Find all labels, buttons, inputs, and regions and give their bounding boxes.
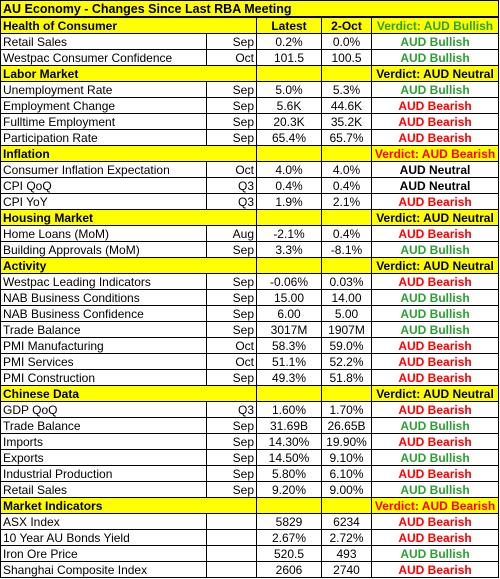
previous-value: 35.2K [322,114,372,130]
latest-value: 9.20% [257,482,322,498]
indicator-name: PMI Manufacturing [1,338,207,354]
table-row [1,434,499,450]
table-row [1,402,499,418]
period-cell: Sep [207,130,257,146]
previous-value: 59.0% [322,338,372,354]
indicator-name: Shanghai Composite Index [1,562,207,578]
section-verdict: Verdict: AUD Neutral [372,386,499,402]
row-verdict: AUD Bearish [372,514,499,530]
indicator-name: Fulltime Employment [1,114,207,130]
col-header-latest [257,498,322,514]
table-row [1,306,499,322]
col-header-prev [322,210,372,226]
row-verdict: AUD Bullish [372,306,499,322]
indicator-name: Participation Rate [1,130,207,146]
table-row [1,274,499,290]
period-cell [207,514,257,530]
row-verdict: AUD Bullish [372,50,499,66]
row-verdict: AUD Bearish [372,114,499,130]
previous-value: 1907M [322,322,372,338]
indicator-name: Unemployment Rate [1,82,207,98]
previous-value: 1.70% [322,402,372,418]
row-verdict: AUD Bullish [372,546,499,562]
section-header-row [1,17,499,34]
indicator-name: GDP QoQ [1,402,207,418]
indicator-name: Imports [1,434,207,450]
previous-value: 65.7% [322,130,372,146]
table-row [1,338,499,354]
table-row [1,450,499,466]
latest-value: 5.0% [257,82,322,98]
col-header-prev: 2-Oct [322,17,372,34]
section-name: Labor Market [1,66,257,82]
latest-value: 14.30% [257,434,322,450]
period-cell: Sep [207,418,257,434]
previous-value: 19.90% [322,434,372,450]
table-row [1,530,499,546]
indicator-name: Iron Ore Price [1,546,207,562]
previous-value: 2.1% [322,194,372,210]
previous-value: 0.03% [322,274,372,290]
period-cell: Sep [207,482,257,498]
col-header-prev [322,66,372,82]
table-row [1,290,499,306]
table-row [1,514,499,530]
indicator-name: CPI YoY [1,194,207,210]
indicator-name: Westpac Leading Indicators [1,274,207,290]
row-verdict: AUD Bearish [372,226,499,242]
indicator-name: Retail Sales [1,34,207,50]
indicator-name: Building Approvals (MoM) [1,242,207,258]
period-cell [207,562,257,578]
indicator-name: NAB Business Conditions [1,290,207,306]
previous-value: 9.10% [322,450,372,466]
period-cell: Sep [207,274,257,290]
row-verdict: AUD Bullish [372,290,499,306]
table-row [1,354,499,370]
latest-value: 0.2% [257,34,322,50]
latest-value: 58.3% [257,338,322,354]
previous-value: 0.0% [322,34,372,50]
latest-value: 0.4% [257,178,322,194]
latest-value: -0.06% [257,274,322,290]
period-cell: Q3 [207,178,257,194]
period-cell: Sep [207,82,257,98]
latest-value: 65.4% [257,130,322,146]
section-name: Activity [1,258,257,274]
section-header-row [1,386,499,402]
row-verdict: AUD Bearish [372,562,499,578]
latest-value: 5.6K [257,98,322,114]
indicator-name: CPI QoQ [1,178,207,194]
section-verdict: Verdict: AUD Bearish [372,498,499,514]
period-cell: Aug [207,226,257,242]
latest-value: 101.5 [257,50,322,66]
section-verdict: Verdict: AUD Neutral [372,66,499,82]
previous-value: 5.00 [322,306,372,322]
row-verdict: AUD Bearish [372,370,499,386]
section-name: Market Indicators [1,498,257,514]
latest-value: 5.80% [257,466,322,482]
row-verdict: AUD Bullish [372,322,499,338]
period-cell: Q3 [207,402,257,418]
table-row [1,98,499,114]
indicator-name: ASX Index [1,514,207,530]
latest-value: 15.00 [257,290,322,306]
indicator-name: 10 Year AU Bonds Yield [1,530,207,546]
period-cell [207,530,257,546]
row-verdict: AUD Neutral [372,162,499,178]
period-cell: Oct [207,354,257,370]
table-body [1,1,499,578]
indicator-name: Consumer Inflation Expectation [1,162,207,178]
latest-value: 520.5 [257,546,322,562]
section-name: Health of Consumer [1,17,257,34]
table-row [1,178,499,194]
section-name: Inflation [1,146,257,162]
latest-value: 6.00 [257,306,322,322]
period-cell: Oct [207,50,257,66]
col-header-latest [257,210,322,226]
section-header-row [1,258,499,274]
indicator-name: Home Loans (MoM) [1,226,207,242]
period-cell: Q3 [207,194,257,210]
previous-value: 493 [322,546,372,562]
table-row [1,194,499,210]
previous-value: 14.00 [322,290,372,306]
period-cell: Oct [207,338,257,354]
period-cell: Sep [207,98,257,114]
col-header-latest [257,258,322,274]
table-row [1,562,499,578]
latest-value: 1.60% [257,402,322,418]
indicator-name: PMI Services [1,354,207,370]
table-row [1,50,499,66]
period-cell: Sep [207,242,257,258]
previous-value: 9.00% [322,482,372,498]
section-verdict: Verdict: AUD Neutral [372,258,499,274]
previous-value: 26.65B [322,418,372,434]
period-cell: Oct [207,162,257,178]
section-header-row [1,498,499,514]
indicator-name: NAB Business Confidence [1,306,207,322]
row-verdict: AUD Bearish [372,98,499,114]
row-verdict: AUD Bearish [372,434,499,450]
col-header-latest [257,66,322,82]
row-verdict: AUD Bearish [372,338,499,354]
latest-value: 20.3K [257,114,322,130]
previous-value: 6234 [322,514,372,530]
title-row [1,1,499,18]
row-verdict: AUD Bearish [372,402,499,418]
indicator-name: Industrial Production [1,466,207,482]
row-verdict: AUD Bearish [372,466,499,482]
latest-value: 49.3% [257,370,322,386]
table-row [1,130,499,146]
indicator-name: Exports [1,450,207,466]
period-cell: Sep [207,290,257,306]
previous-value: 2740 [322,562,372,578]
table-row [1,34,499,50]
period-cell: Sep [207,466,257,482]
table-row [1,466,499,482]
col-header-latest [257,146,322,162]
row-verdict: AUD Bearish [372,274,499,290]
table-row [1,370,499,386]
previous-value: 0.4% [322,226,372,242]
row-verdict: AUD Neutral [372,178,499,194]
col-header-prev [322,498,372,514]
row-verdict: AUD Bearish [372,194,499,210]
latest-value: 31.69B [257,418,322,434]
section-header-row [1,66,499,82]
period-cell: Sep [207,114,257,130]
col-header-prev [322,146,372,162]
row-verdict: AUD Bullish [372,82,499,98]
row-verdict: AUD Bullish [372,242,499,258]
period-cell: Sep [207,450,257,466]
indicator-name: Retail Sales [1,482,207,498]
previous-value: -8.1% [322,242,372,258]
latest-value: 1.9% [257,194,322,210]
section-verdict: Verdict: AUD Bearish [372,146,499,162]
previous-value: 100.5 [322,50,372,66]
row-verdict: AUD Bearish [372,130,499,146]
col-header-latest: Latest [257,17,322,34]
latest-value: 4.0% [257,162,322,178]
latest-value: 14.50% [257,450,322,466]
table-row [1,226,499,242]
previous-value: 4.0% [322,162,372,178]
row-verdict: AUD Bullish [372,450,499,466]
row-verdict: AUD Bullish [372,482,499,498]
period-cell: Sep [207,34,257,50]
table-row [1,82,499,98]
section-name: Chinese Data [1,386,257,402]
table-row [1,114,499,130]
section-verdict: Verdict: AUD Bullish [372,17,499,34]
previous-value: 52.2% [322,354,372,370]
col-header-latest [257,386,322,402]
previous-value: 51.8% [322,370,372,386]
section-verdict: Verdict: AUD Neutral [372,210,499,226]
indicator-name: Trade Balance [1,322,207,338]
period-cell [207,546,257,562]
col-header-prev [322,386,372,402]
latest-value: 3.3% [257,242,322,258]
latest-value: 2606 [257,562,322,578]
previous-value: 2.72% [322,530,372,546]
latest-value: 51.1% [257,354,322,370]
previous-value: 6.10% [322,466,372,482]
latest-value: 3017M [257,322,322,338]
previous-value: 44.6K [322,98,372,114]
table-row [1,418,499,434]
previous-value: 0.4% [322,178,372,194]
indicator-name: Westpac Consumer Confidence [1,50,207,66]
table-row [1,546,499,562]
period-cell: Sep [207,370,257,386]
latest-value: 5829 [257,514,322,530]
row-verdict: AUD Bearish [372,354,499,370]
section-name: Housing Market [1,210,257,226]
table-row [1,322,499,338]
table-row [1,242,499,258]
table-title: AU Economy - Changes Since Last RBA Meeting [1,1,499,18]
period-cell: Sep [207,434,257,450]
row-verdict: AUD Bullish [372,418,499,434]
latest-value: 2.67% [257,530,322,546]
row-verdict: AUD Bearish [372,530,499,546]
period-cell: Sep [207,322,257,338]
table-row [1,482,499,498]
indicator-name: Employment Change [1,98,207,114]
indicator-name: Trade Balance [1,418,207,434]
row-verdict: AUD Bullish [372,34,499,50]
col-header-prev [322,258,372,274]
period-cell: Sep [207,306,257,322]
section-header-row [1,210,499,226]
previous-value: 5.3% [322,82,372,98]
table-row [1,162,499,178]
latest-value: -2.1% [257,226,322,242]
section-header-row [1,146,499,162]
indicator-name: PMI Construction [1,370,207,386]
